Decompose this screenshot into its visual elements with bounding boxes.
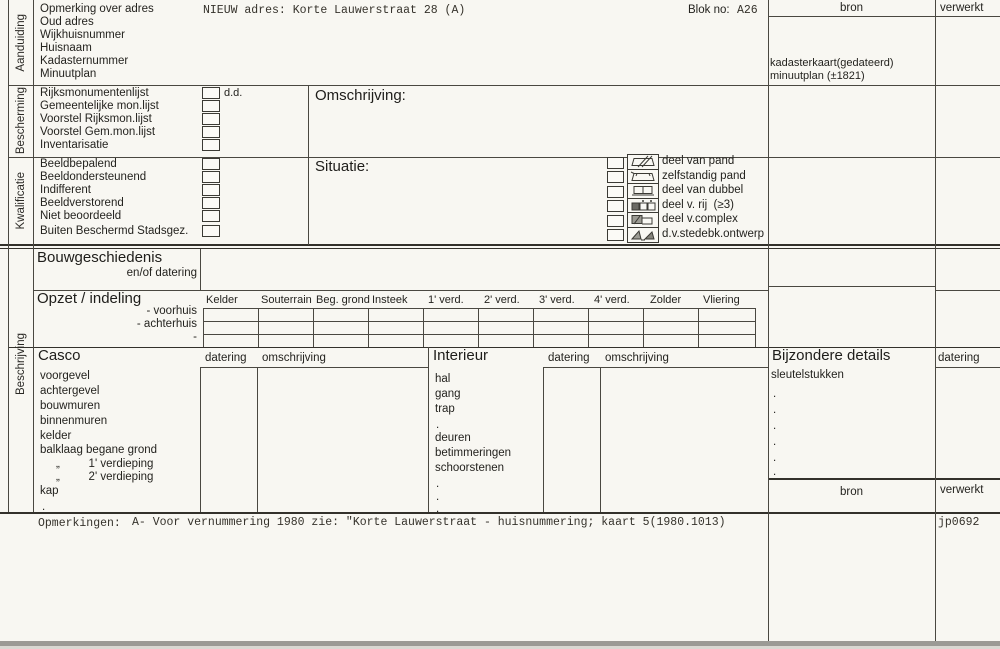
grid-line <box>203 334 755 335</box>
bijzondere-item: . <box>773 452 777 464</box>
opzet-column-header: 2' verd. <box>484 294 520 306</box>
casco-item: balklaag begane grond <box>40 444 158 456</box>
casco-item: „ 1' verdieping <box>40 458 154 470</box>
bron-entry: minuutplan (±1821) <box>770 70 865 82</box>
bijzondere-item: . <box>773 466 777 478</box>
deel-van-complex-icon <box>627 212 659 228</box>
opzet-column-header: Souterrain <box>261 294 312 306</box>
deel-van-dubbel-icon <box>627 183 659 199</box>
grid-line <box>755 308 756 347</box>
checkbox-voorstel-gem-mon-lijst <box>202 126 220 138</box>
new-address-typed-value: NIEUW adres: Korte Lauwerstraat 28 (A) <box>203 4 466 17</box>
grid-line <box>258 308 259 347</box>
opzet-column-header: 1' verd. <box>428 294 464 306</box>
grid-line <box>203 308 755 309</box>
deel-van-rij-icon <box>627 198 659 214</box>
situatie-option-label: d.v.stedebk.ontwerp <box>662 228 765 240</box>
stedebouwkundig-ontwerp-icon <box>627 227 659 243</box>
grid-line <box>588 308 589 347</box>
divider <box>600 367 601 512</box>
casco-datering-header: datering <box>205 352 247 364</box>
divider <box>935 290 1000 291</box>
verwerkt-column-header: verwerkt <box>940 2 984 14</box>
divider <box>308 85 309 245</box>
field-label: Opmerking over adres <box>40 3 154 15</box>
opzet-row-label: - <box>193 331 197 343</box>
checkbox-voorstel-rijksmon-lijst <box>202 113 220 125</box>
casco-item: „ 2' verdieping <box>40 471 154 483</box>
section-divider <box>0 244 1000 246</box>
checkbox-rijksmonumentenlijst <box>202 87 220 99</box>
bijzondere-details-heading: Bijzondere details <box>772 347 891 364</box>
section-label-bescherming: Bescherming <box>15 87 27 155</box>
checkbox-beeldverstorend <box>202 197 220 209</box>
opzet-column-header: Beg. grond <box>316 294 370 306</box>
blok-no-label: Blok no: <box>688 4 730 16</box>
divider <box>200 249 201 290</box>
situatie-option-label: deel v.complex <box>662 213 738 226</box>
interieur-item: gang <box>435 388 461 400</box>
divider <box>200 367 428 368</box>
interieur-item: deuren <box>435 432 471 444</box>
field-label: Voorstel Rijksmon.lijst <box>40 113 152 125</box>
opzet-row-label: - voorhuis <box>146 305 197 317</box>
deel-van-pand-icon <box>627 154 659 170</box>
bouwgeschiedenis-subtitle: en/of datering <box>126 267 197 279</box>
divider <box>543 367 768 368</box>
grid-line <box>368 308 369 347</box>
checkbox-deel-van-pand <box>607 157 624 169</box>
divider <box>33 290 768 291</box>
verwerkt-footer-header: verwerkt <box>940 484 984 496</box>
divider <box>8 157 1000 158</box>
casco-omschrijving-header: omschrijving <box>262 352 326 364</box>
divider <box>768 286 935 287</box>
interieur-item: hal <box>435 373 451 385</box>
bron-entry: kadasterkaart(gedateerd) <box>770 57 894 69</box>
field-label: Huisnaam <box>40 42 92 54</box>
situatie-option-label: deel v. rij (≥3) <box>662 198 734 211</box>
verwerkt-code-value: jp0692 <box>938 516 980 529</box>
field-label: Indifferent <box>40 184 91 196</box>
opzet-column-header: Vliering <box>703 294 740 306</box>
checkbox-beeldondersteunend <box>202 171 220 183</box>
casco-item: voorgevel <box>40 370 90 382</box>
interieur-datering-header: datering <box>548 352 590 364</box>
opmerkingen-label: Opmerkingen: <box>38 517 121 530</box>
interieur-item: . <box>436 478 440 490</box>
field-label: Kadasternummer <box>40 55 129 67</box>
field-label: Wijkhuisnummer <box>40 29 125 41</box>
field-label: Voorstel Gem.mon.lijst <box>40 126 156 138</box>
casco-item: binnenmuren <box>40 415 108 427</box>
field-label: Minuutplan <box>40 68 97 80</box>
opzet-row-label: - achterhuis <box>136 318 197 330</box>
field-label: Buiten Beschermd Stadsgez. <box>40 225 189 237</box>
interieur-item: trap <box>435 403 455 415</box>
bijzondere-item: . <box>773 420 777 432</box>
bijzondere-item: . <box>773 436 777 448</box>
field-label: Rijksmonumentenlijst <box>40 87 149 99</box>
divider <box>935 0 936 641</box>
blok-no-value: A26 <box>737 4 758 17</box>
divider <box>428 347 429 512</box>
divider <box>768 478 1000 480</box>
opzet-column-header: 3' verd. <box>539 294 575 306</box>
divider <box>257 367 258 512</box>
checkbox-indifferent <box>202 184 220 196</box>
bijzondere-datering-header: datering <box>938 352 980 364</box>
casco-item: . <box>42 501 46 513</box>
casco-heading: Casco <box>38 347 81 364</box>
divider <box>8 85 1000 86</box>
bijzondere-item: . <box>773 404 777 416</box>
grid-line <box>423 308 424 347</box>
interieur-omschrijving-header: omschrijving <box>605 352 669 364</box>
situatie-heading: Situatie: <box>315 158 370 175</box>
section-divider <box>0 512 1000 514</box>
checkbox-stedebouwkundig-ontwerp <box>607 229 624 241</box>
bron-footer-header: bron <box>839 486 864 498</box>
grid-line <box>478 308 479 347</box>
interieur-heading: Interieur <box>433 347 489 364</box>
opmerkingen-typed-value: A- Voor vernummering 1980 zie: "Korte Lauwerstraat - huisnummering; kaart 5(1980.1013) <box>132 516 726 529</box>
field-label: Gemeentelijke mon.lijst <box>40 100 159 112</box>
casco-item: kap <box>40 485 59 497</box>
field-label: Oud adres <box>40 16 94 28</box>
interieur-item: . <box>436 419 440 431</box>
divider <box>33 0 34 512</box>
interieur-item: . <box>436 491 440 503</box>
checkbox-deel-van-complex <box>607 215 624 227</box>
field-label: Inventarisatie <box>40 139 109 151</box>
opzet-column-header: Insteek <box>372 294 408 306</box>
zelfstandig-pand-icon <box>627 169 659 185</box>
section-label-beschrijving: Beschrijving <box>15 333 27 395</box>
opzet-column-header: 4' verd. <box>594 294 630 306</box>
interieur-item: betimmeringen <box>435 447 512 459</box>
divider <box>935 367 1000 368</box>
situatie-option-label: zelfstandig pand <box>662 169 746 182</box>
checkbox-buiten-beschermd-stadsgez <box>202 225 220 237</box>
checkbox-inventarisatie <box>202 139 220 151</box>
grid-line <box>203 308 204 347</box>
divider <box>200 367 201 512</box>
bijzondere-item: . <box>773 388 777 400</box>
casco-item: achtergevel <box>40 385 100 397</box>
situatie-option-label: deel van pand <box>662 155 735 167</box>
grid-line <box>643 308 644 347</box>
divider <box>543 367 544 512</box>
bouwgeschiedenis-heading: Bouwgeschiedenis <box>37 249 163 266</box>
opzet-column-header: Kelder <box>206 294 238 306</box>
checkbox-deel-van-dubbel <box>607 186 624 198</box>
field-label: Beeldondersteunend <box>40 171 147 183</box>
field-label: Beeldbepalend <box>40 158 117 170</box>
opzet-column-header: Zolder <box>650 294 682 306</box>
field-label: Niet beoordeeld <box>40 210 122 222</box>
section-label-aanduiding: Aanduiding <box>15 13 27 72</box>
opzet-heading: Opzet / indeling <box>37 290 142 307</box>
grid-line <box>203 321 755 322</box>
situatie-option-label: deel van dubbel <box>662 184 744 197</box>
grid-line <box>698 308 699 347</box>
checkbox-niet-beoordeeld <box>202 210 220 222</box>
casco-item: bouwmuren <box>40 400 101 412</box>
casco-item: kelder <box>40 430 72 442</box>
checkbox-beeldbepalend <box>202 158 220 170</box>
bijzondere-item: sleutelstukken <box>771 369 844 381</box>
interieur-item: . <box>436 503 440 515</box>
dd-label: d.d. <box>224 87 243 99</box>
checkbox-zelfstandig-pand <box>607 171 624 183</box>
omschrijving-heading: Omschrijving: <box>315 87 406 104</box>
checkbox-gemeentelijke-mon-lijst <box>202 100 220 112</box>
bron-column-header: bron <box>839 2 864 14</box>
divider <box>768 16 1000 17</box>
grid-line <box>313 308 314 347</box>
interieur-item: schoorstenen <box>435 462 505 474</box>
section-label-kwalificatie: Kwalificatie <box>15 172 27 230</box>
divider <box>768 0 769 641</box>
grid-line <box>533 308 534 347</box>
checkbox-deel-van-rij <box>607 200 624 212</box>
field-label: Beeldverstorend <box>40 197 124 209</box>
